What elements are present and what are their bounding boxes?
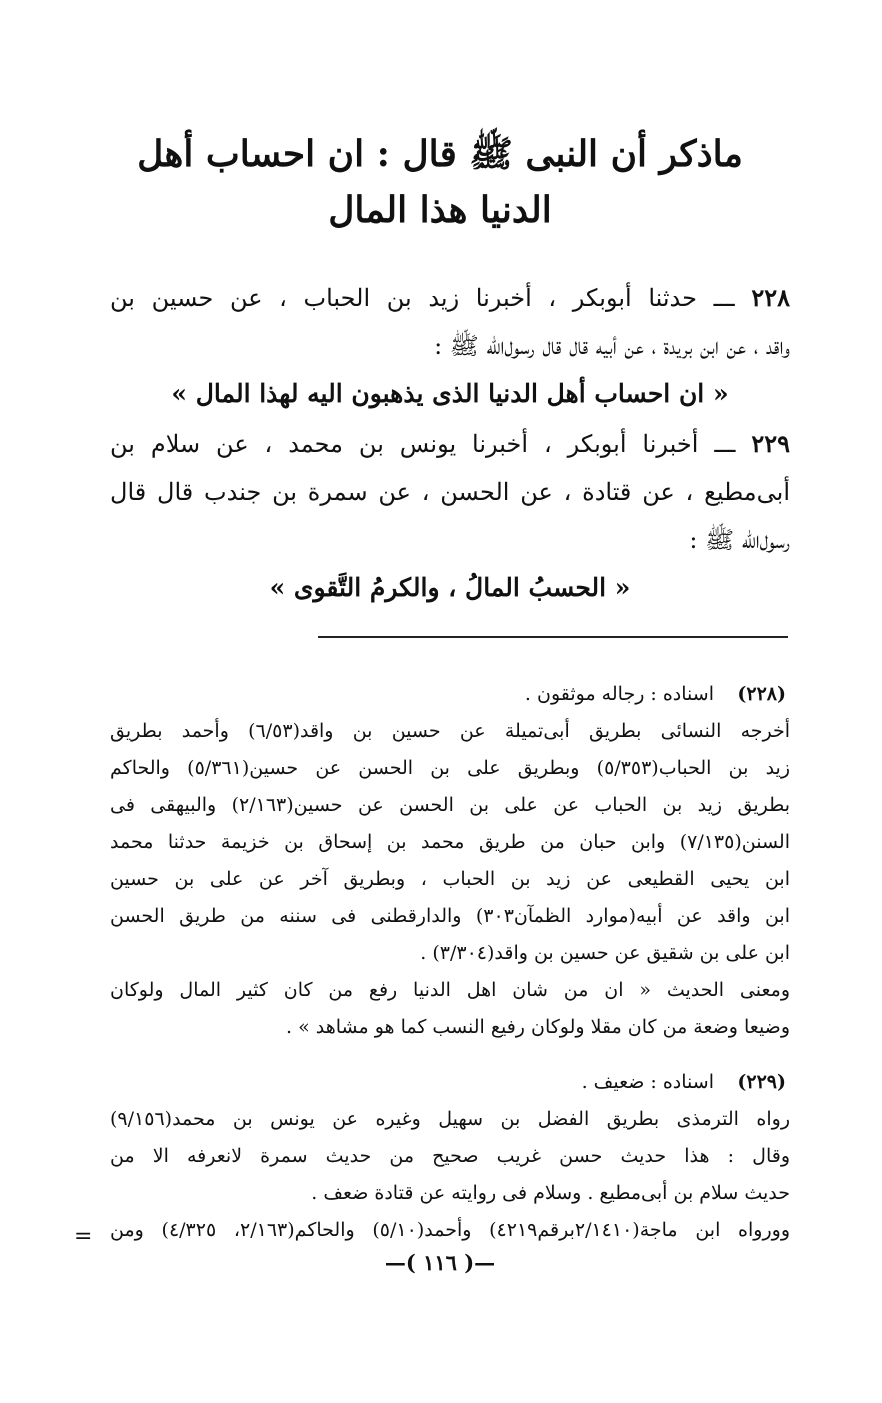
- continuation-mark: =: [74, 1224, 93, 1249]
- hadith-text: أخبرنا أبوبكر ، أخبرنا يونس بن محمد ، عن سلام بن: [110, 430, 699, 458]
- footnote-line: ابن واقد عن أبيه(موارد الظمآن٣٠٣) والدارقطنى فى سننه من طريق الحسن: [110, 905, 790, 927]
- footnote-line: وضيعا وضعة من كان مقلا ولوكان رفيع النسب كما هو مشاهد » .: [286, 1016, 790, 1038]
- footnote-line: وقال : هذا حديث حسن غريب صحيح من حديث سمرة لانعرفه الا من: [110, 1145, 790, 1167]
- chapter-title: [120, 126, 760, 238]
- footnote-lead: اسناده : رجاله موثقون .: [524, 683, 714, 705]
- footnote-head: [110, 1064, 790, 1101]
- hadith-text: حدثنا أبوبكر ، أخبرنا زيد بن الحباب ، عن حسين بن: [110, 284, 697, 312]
- footnote-229: [110, 1064, 790, 1249]
- hadith-line: واقد ، عن ابن بريدة ، عن أبيه قال قال رسول‌الله ﷺ :: [434, 332, 790, 360]
- page-number: —( ١١٦ )—: [384, 1250, 496, 1275]
- hadith-line: ٢٢٩ ـــ أخبرنا أبوبكر ، أخبرنا يونس بن محمد ، عن سلام بن: [110, 429, 790, 458]
- hadith-228: [110, 274, 790, 418]
- footnote-lead: اسناده : ضعيف .: [581, 1071, 714, 1093]
- footnote-divider: [318, 636, 788, 638]
- footnote-228: [110, 676, 790, 1046]
- footnote-line: بطريق زيد بن الحباب عن على بن الحسن عن حسين(٢/١٦٣) والبيهقى فى: [110, 794, 790, 816]
- hadith-229: [110, 420, 790, 612]
- footnote-line: رواه الترمذى بطريق الفضل بن سهيل وغيره عن يونس بن محمد(٩/١٥٦): [110, 1108, 790, 1130]
- footnote-number: (٢٢٩): [737, 1071, 786, 1093]
- hadith-number: ٢٢٩: [751, 429, 790, 458]
- hadith-line: ٢٢٨ ـــ حدثنا أبوبكر ، أخبرنا زيد بن الحباب ، عن حسين بن: [110, 283, 790, 312]
- footnote-line: حديث سلام بن أبى‌مطيع . وسلام فى روايته عن قتادة ضعف .: [311, 1182, 790, 1204]
- footnote-line: ابن يحيى القطيعى عن زيد بن الحباب ، وبطريق آخر عن على بن حسين: [110, 868, 790, 890]
- hadith-line: أبى‌مطيع ، عن قتادة ، عن الحسن ، عن سمرة بن جندب قال قال: [110, 478, 790, 506]
- chapter-title-line-1: ماذكر أن النبى ﷺ قال : ان احساب أهل: [137, 133, 743, 175]
- hadith-quote: « الحسبُ المالُ ، والكرمُ التَّقوى »: [269, 573, 631, 602]
- footnote-line: ومعنى الحديث « ان من شان اهل الدنيا رفع من كان كثير المال ولوكان: [110, 979, 790, 1001]
- hadith-line: رسول‌الله ﷺ :: [689, 526, 790, 554]
- footnote-line: أخرجه النسائى بطريق أبى‌تميلة عن حسين بن واقد(٦/٥٣) وأحمد بطريق: [110, 720, 791, 742]
- footnote-line: وورواه ابن ماجة(٢/١٤١٠برقم٤٢١٩) وأحمد(٥/١٠) والحاكم(٢/١٦٣، ٤/٣٢٥) ومن: [110, 1219, 790, 1241]
- footnote-line: السنن(٧/١٣٥) وابن حبان من طريق محمد بن إسحاق بن خزيمة حدثنا محمد: [110, 831, 790, 853]
- chapter-title-line-2: الدنيا هذا المال: [328, 189, 552, 231]
- footnote-number: (٢٢٨): [737, 683, 786, 705]
- footnote-head: [110, 676, 790, 713]
- footnote-line: زيد بن الحباب(٥/٣٥٣) وبطريق على بن الحسن عن حسين(٥/٣٦١) والحاكم: [110, 757, 790, 779]
- footnote-line: ابن على بن شقيق عن حسين بن واقد(٣/٣٠٤) .: [420, 942, 790, 964]
- hadith-number: ٢٢٨: [751, 283, 790, 312]
- hadith-quote: « ان احساب أهل الدنيا الذى يذهبون اليه لهذا المال »: [171, 379, 729, 408]
